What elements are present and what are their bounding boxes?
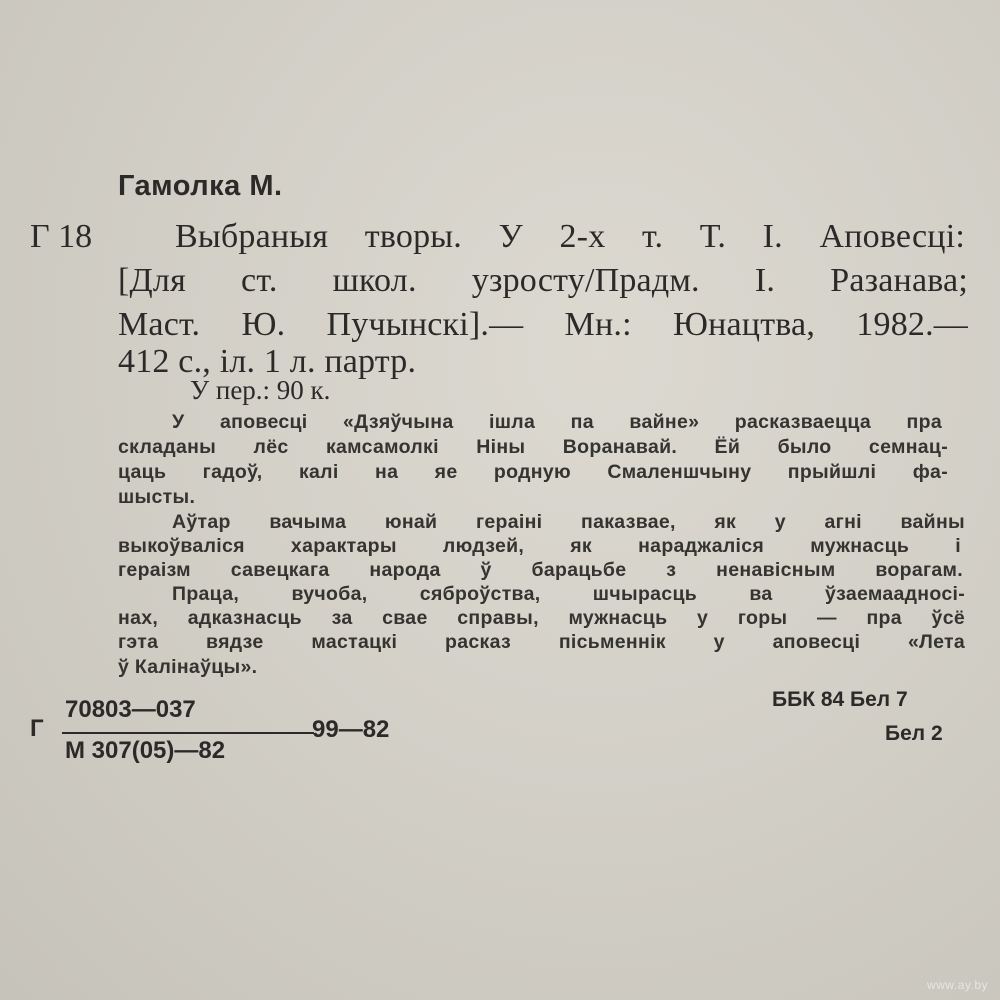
code-denominator: М 307(05)—82 <box>65 737 226 764</box>
annotation-line-3: цаць гадоў, калі на яе родную Смаленшчыну прыйшлі фа- <box>118 461 948 483</box>
annotation-line-6: выкоўваліся характары людзей, як нараджаліся мужнасць і <box>118 535 961 557</box>
title-line-1: Выбраныя творы. У 2-х т. Т. І. Аповесці: <box>175 218 965 255</box>
code-numerator: 70803—037 <box>65 696 196 723</box>
annotation-line-11: ў Калінаўцы». <box>118 656 258 678</box>
title-line-4: 412 с., іл. 1 л. партр. <box>118 343 417 380</box>
annotation-line-1: У аповесці «Дзяўчына ішла па вайне» расказваецца пра <box>172 411 942 433</box>
price: У пер.: 90 к. <box>190 375 331 405</box>
annotation-line-7: гераізм савецкага народа ў барацьбе з ненавісным ворагам. <box>118 559 963 581</box>
annotation-line-4: шысты. <box>118 486 196 508</box>
title-line-2: [Для ст. школ. узросту/Прадм. І. Разанава; <box>118 262 968 299</box>
title-line-3: Маст. Ю. Пучынскі].— Мн.: Юнацтва, 1982.— <box>118 306 968 343</box>
code-suffix: 99—82 <box>312 716 390 743</box>
fraction-rule <box>62 732 314 734</box>
watermark: www.ay.by <box>927 978 988 992</box>
bbk-code-secondary: Бел 2 <box>885 722 943 745</box>
annotation-line-2: складаны лёс камсамолкі Ніны Воранавай. Ёй было семнац- <box>118 436 948 458</box>
annotation-line-5: Аўтар вачыма юнай гераіні паказвае, як у агні вайны <box>172 511 965 533</box>
library-index: Г 18 <box>30 218 93 255</box>
author-name: Гамолка М. <box>118 170 283 202</box>
annotation-line-9: нах, адказнасць за свае справы, мужнасць у горы — пра ўсё <box>118 607 965 629</box>
annotation-line-10: гэта вядзе мастацкі расказ пісьменнік у аповесці «Лета <box>118 631 965 653</box>
annotation-line-8: Праца, вучоба, сяброўства, шчырасць ва ўзаемаадносі- <box>172 583 965 605</box>
bbk-code-primary: ББК 84 Бел 7 <box>772 688 908 711</box>
code-letter: Г <box>30 715 44 742</box>
